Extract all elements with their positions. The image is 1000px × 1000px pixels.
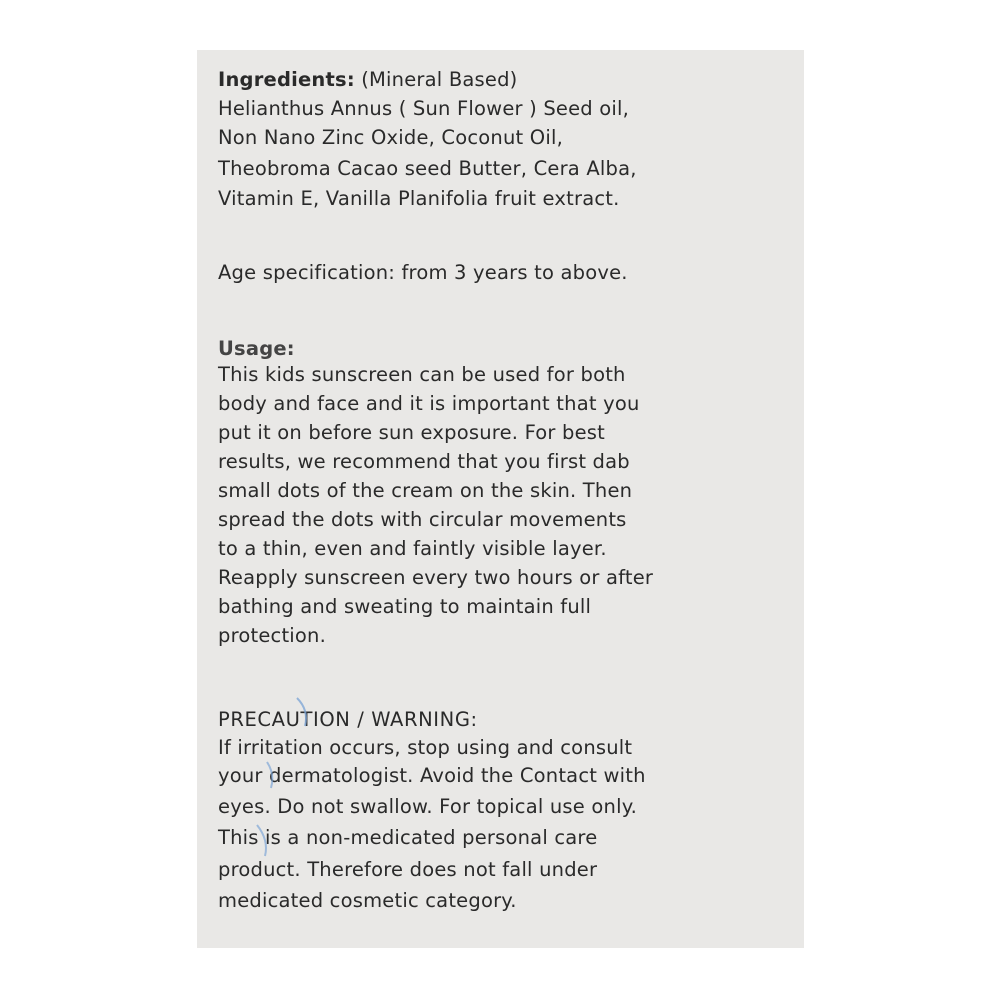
- ingredients-line: Theobroma Cacao seed Butter, Cera Alba,: [218, 157, 637, 180]
- warning-line: If irritation occurs, stop using and consult: [218, 736, 633, 759]
- ingredients-line: Helianthus Annus ( Sun Flower ) Seed oil,: [218, 97, 630, 120]
- usage-line: body and face and it is important that you: [218, 392, 640, 415]
- usage-heading: Usage:: [218, 337, 295, 360]
- ingredients-qualifier: (Mineral Based): [354, 68, 518, 91]
- warning-line: your dermatologist. Avoid the Contact with: [218, 764, 646, 787]
- ingredients-line: Non Nano Zinc Oxide, Coconut Oil,: [218, 126, 563, 149]
- usage-line: put it on before sun exposure. For best: [218, 421, 606, 444]
- usage-line: small dots of the cream on the skin. Then: [218, 479, 633, 502]
- ingredients-heading-line: [218, 68, 517, 91]
- warning-line: This is a non-medicated personal care: [218, 826, 598, 849]
- warning-heading: PRECAUTION / WARNING:: [218, 708, 478, 731]
- warning-line: eyes. Do not swallow. For topical use only.: [218, 795, 638, 818]
- usage-line: bathing and sweating to maintain full: [218, 595, 592, 618]
- usage-line: results, we recommend that you first dab: [218, 450, 630, 473]
- usage-line: This kids sunscreen can be used for both: [218, 363, 626, 386]
- warning-line: medicated cosmetic category.: [218, 889, 517, 912]
- warning-line: product. Therefore does not fall under: [218, 858, 598, 881]
- age-specification: Age specification: from 3 years to above.: [218, 261, 628, 284]
- product-label-card: [197, 50, 804, 948]
- ingredients-heading: Ingredients:: [218, 68, 355, 91]
- usage-line: to a thin, even and faintly visible layer.: [218, 537, 607, 560]
- usage-line: spread the dots with circular movements: [218, 508, 627, 531]
- ingredients-line: Vitamin E, Vanilla Planifolia fruit extract.: [218, 187, 620, 210]
- usage-line: protection.: [218, 624, 327, 647]
- usage-line: Reapply sunscreen every two hours or after: [218, 566, 654, 589]
